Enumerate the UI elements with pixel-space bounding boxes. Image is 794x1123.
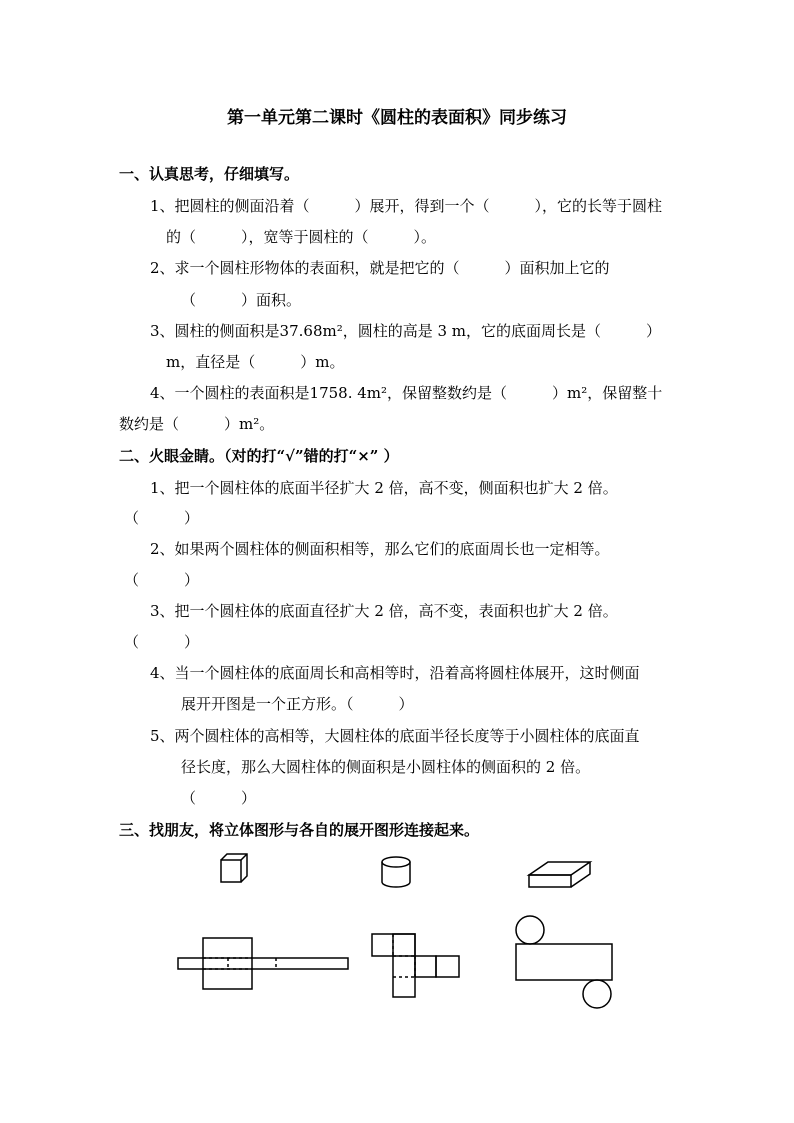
page-title: 第一单元第二课时《圆柱的表面积》同步练习 (227, 108, 567, 128)
question-2-4-line-1: 4、当一个圆柱体的底面周长和高相等时，沿着高将圆柱体展开，这时侧面 (150, 664, 640, 682)
question-2-4-line-2: 展开开图是一个正方形。（ ） (181, 695, 414, 713)
question-1-2-line-1: 2、求一个圆柱形物体的表面积，就是把它的（ ）面积加上它的 (150, 259, 610, 277)
question-1-3-line-1: 3、圆柱的侧面积是37.68m²，圆柱的高是 3 m，它的底面周长是（ ） (150, 322, 662, 340)
question-2-5-line-1: 5、两个圆柱体的高相等，大圆柱体的底面半径长度等于小圆柱体的底面直 (150, 727, 640, 745)
question-2-1-text: 1、把一个圆柱体的底面半径扩大 2 倍，高不变，侧面积也扩大 2 倍。 (150, 479, 618, 497)
section-2-heading: 二、火眼金睛。（对的打“√”错的打“×” ） (119, 447, 399, 465)
cube-icon (221, 854, 247, 882)
question-1-4-line-1: 4、一个圆柱的表面积是1758. 4m²，保留整数约是（ ）m²，保留整十 (150, 384, 663, 402)
section-3-heading: 三、找朋友，将立体图形与各自的展开图形连接起来。 (119, 821, 480, 839)
cuboid-icon (529, 862, 590, 887)
cube-net (372, 934, 459, 997)
question-1-1-line-1: 1、把圆柱的侧面沿着（ ）展开，得到一个（ ），它的长等于圆柱 (150, 197, 663, 215)
question-1-1-line-2: 的（ ），宽等于圆柱的（ ）。 (166, 228, 437, 246)
question-2-2-text: 2、如果两个圆柱体的侧面积相等，那么它们的底面周长也一定相等。 (150, 540, 610, 558)
cuboid-net (178, 938, 348, 989)
question-2-5-line-2: 径长度，那么大圆柱体的侧面积是小圆柱体的侧面积的 2 倍。 (181, 758, 591, 776)
section-1-heading: 一、认真思考，仔细填写。 (119, 165, 300, 183)
question-1-4-line-2: 数约是（ ）m²。 (119, 415, 275, 433)
cylinder-icon (382, 857, 410, 887)
question-1-3-line-2: m，直径是（ ）m。 (166, 353, 345, 371)
question-1-2-line-2: （ ）面积。 (181, 291, 302, 309)
question-2-3-text: 3、把一个圆柱体的底面直径扩大 2 倍，高不变，表面积也扩大 2 倍。 (150, 602, 618, 620)
question-2-5-answer: （ ） (181, 789, 257, 807)
question-2-1-answer: （ ） (124, 509, 200, 527)
question-2-2-answer: （ ） (124, 571, 200, 589)
cylinder-net (516, 916, 612, 1008)
question-2-3-answer: （ ） (124, 633, 200, 651)
